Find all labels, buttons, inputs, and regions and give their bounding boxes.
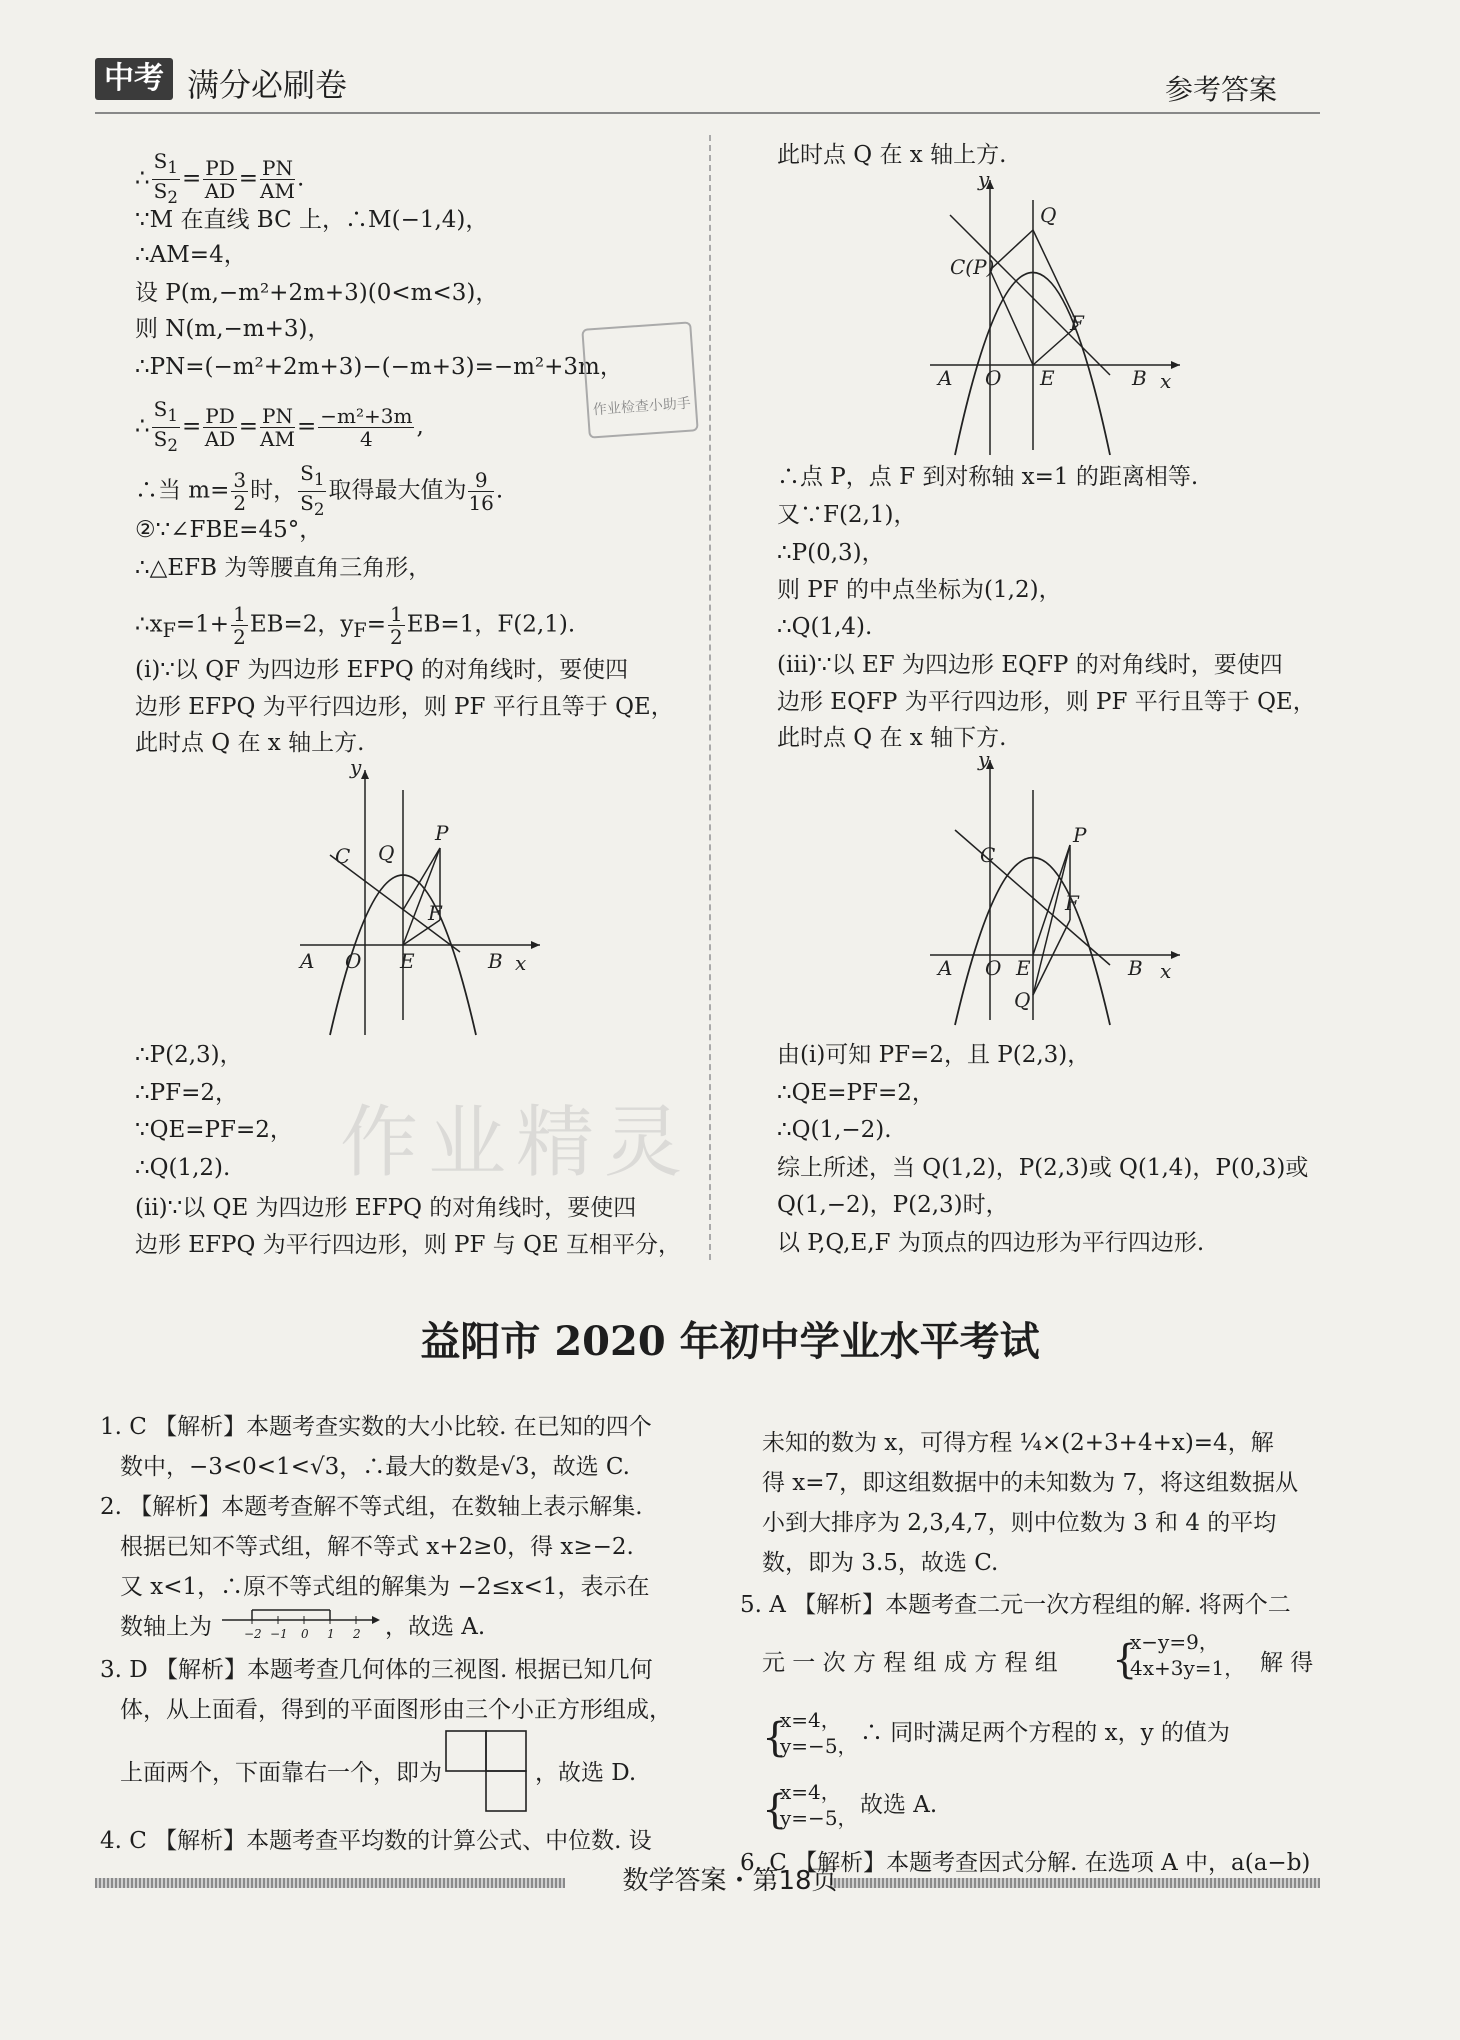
text-line: 又∵F(2,1)， bbox=[777, 502, 917, 528]
svg-text:P: P bbox=[435, 821, 449, 845]
answer-line: ，故选 A. bbox=[385, 1614, 486, 1640]
answer-line: 上面两个，下面靠右一个，即为 bbox=[120, 1760, 442, 1786]
text-line: ∴PF=2， bbox=[135, 1080, 238, 1106]
svg-text:A: A bbox=[938, 366, 953, 390]
text-line: 则 N(m,−m+3)， bbox=[135, 316, 331, 342]
svg-text:Q: Q bbox=[1014, 988, 1031, 1012]
answer-line: 小到大排序为 2,3,4,7，则中位数为 3 和 4 的平均 bbox=[762, 1510, 1277, 1536]
answer-line: 数，即为 3.5，故选 C. bbox=[762, 1550, 999, 1576]
equation: x−y=9， bbox=[1130, 1630, 1219, 1654]
equation: y=−5， bbox=[780, 1734, 858, 1758]
svg-text:x: x bbox=[515, 951, 527, 975]
text-line: 此时点 Q 在 x 轴上方. bbox=[777, 142, 1007, 168]
svg-text:F: F bbox=[1070, 311, 1084, 335]
text-line: Q(1,−2)，P(2,3)时， bbox=[777, 1192, 1009, 1218]
text-line: 综上所述，当 Q(1,2)，P(2,3)或 Q(1,4)，P(0,3)或 bbox=[777, 1155, 1309, 1181]
svg-text:−2: −2 bbox=[244, 1627, 262, 1641]
svg-text:P: P bbox=[1073, 823, 1087, 847]
column-divider bbox=[709, 135, 711, 1260]
answer-line: 数轴上为 bbox=[120, 1614, 212, 1640]
text-line: ∴点 P，点 F 到对称轴 x=1 的距离相等. bbox=[777, 464, 1199, 490]
three-view-figure bbox=[445, 1730, 535, 1814]
equation: y=−5， bbox=[780, 1806, 858, 1830]
text-line: ∴Q(1,−2). bbox=[777, 1117, 892, 1143]
answer-line: 故选 A. bbox=[860, 1792, 938, 1818]
text-line: ∴P(0,3)， bbox=[777, 540, 885, 566]
equation: x=4， bbox=[780, 1780, 841, 1804]
text-line: (ⅲ)∵以 EF 为四边形 EQFP 的对角线时，要使四 bbox=[777, 652, 1283, 678]
text-line: ∴P(2,3)， bbox=[135, 1042, 243, 1068]
answer-line: 3. D 【解析】本题考查几何体的三视图. 根据已知几何 bbox=[100, 1657, 653, 1683]
text-line: ②∵∠FBE=45°， bbox=[135, 517, 323, 543]
text-line: ∴△EFB 为等腰直角三角形， bbox=[135, 555, 432, 581]
text-line: 由(ⅰ)可知 PF=2，且 P(2,3)， bbox=[777, 1042, 1091, 1068]
ratio-line-1: ∴ $\frac{S_1}{S_2}$ = $\frac{PD}{AD}$ = $\frac{PN}{AM}$ . bbox=[135, 149, 305, 207]
book-title: 满分必刷卷 bbox=[187, 66, 348, 104]
svg-text:Q: Q bbox=[378, 841, 395, 865]
text-line: 边形 EFPQ 为平行四边形，则 PF 与 QE 互相平分， bbox=[135, 1232, 682, 1258]
svg-text:1: 1 bbox=[327, 1627, 335, 1641]
graph-case-ii bbox=[910, 170, 1200, 460]
svg-text:2: 2 bbox=[353, 1627, 361, 1641]
max-value-line: ∴当 m= $\frac{3}{2}$ 时， $\frac{S_1}{S_2}$ 取得最大值为 $\frac{9}{16}$ . bbox=[135, 461, 504, 519]
svg-text:O: O bbox=[985, 366, 1002, 390]
brace: { bbox=[1112, 1637, 1138, 1683]
text-line: 边形 EFPQ 为平行四边形，则 PF 平行且等于 QE， bbox=[135, 694, 674, 720]
text-line: 边形 EQFP 为平行四边形，则 PF 平行且等于 QE， bbox=[777, 689, 1316, 715]
brace: { bbox=[762, 1715, 788, 1761]
answer-line: ，故选 D. bbox=[535, 1760, 637, 1786]
xf-line: $\therefore x_F=1+$ $\frac{1}{2}$ EB=2，$y_F=$ $\frac{1}{2}$ EB=1，F(2,1). bbox=[135, 602, 576, 649]
brand-logo: 中考 bbox=[95, 58, 173, 100]
answer-line: 5. A 【解析】本题考查二元一次方程组的解. 将两个二 bbox=[740, 1592, 1291, 1618]
answer-line: 体，从上面看，得到的平面图形由三个小正方形组成， bbox=[120, 1697, 672, 1723]
svg-text:Q: Q bbox=[1040, 203, 1057, 227]
svg-text:O: O bbox=[345, 949, 362, 973]
answer-line: 1. C 【解析】本题考查实数的大小比较. 在已知的四个 bbox=[100, 1414, 652, 1440]
text-line: ∴Q(1,2). bbox=[135, 1155, 231, 1181]
svg-text:x: x bbox=[1160, 369, 1172, 393]
answer-line: 又 x<1，∴原不等式组的解集为 −2≤x<1，表示在 bbox=[120, 1574, 650, 1600]
text-line: ∴AM=4， bbox=[135, 242, 247, 268]
svg-text:B: B bbox=[488, 949, 503, 973]
svg-text:F: F bbox=[428, 901, 442, 925]
svg-text:E: E bbox=[1016, 956, 1031, 980]
svg-text:0: 0 bbox=[301, 1627, 309, 1641]
answer-line: 2. 【解析】本题考查解不等式组，在数轴上表示解集. bbox=[100, 1494, 643, 1520]
answer-line: 元 一 次 方 程 组 成 方 程 组 bbox=[762, 1650, 1058, 1676]
text-line: ∵QE=PF=2， bbox=[135, 1117, 293, 1143]
svg-text:C(P): C(P) bbox=[950, 255, 995, 279]
text-line: ∴PN=(−m²+2m+3)−(−m+3)=−m²+3m， bbox=[135, 354, 623, 380]
svg-text:x: x bbox=[1160, 959, 1172, 983]
page-number: 数学答案・第18页 bbox=[622, 1866, 838, 1896]
svg-text:E: E bbox=[400, 949, 415, 973]
answer-line: 根据已知不等式组，解不等式 x+2≥0，得 x≥−2. bbox=[120, 1534, 634, 1560]
ratio-line-2: ∴ $\frac{S_1}{S_2}$ = $\frac{PD}{AD}$ = $\frac{PN}{AM}$ = $\frac{\text{−m²+3m}}{4}$ , bbox=[135, 397, 424, 455]
graph-case-i bbox=[290, 760, 550, 1040]
answer-line: 未知的数为 x，可得方程 ¼×(2+3+4+x)=4，解 bbox=[762, 1430, 1274, 1456]
svg-text:A: A bbox=[300, 949, 315, 973]
answer-line: ∴ 同时满足两个方程的 x，y 的值为 bbox=[860, 1720, 1230, 1746]
answer-line: 6. C 【解析】本题考查因式分解. 在选项 A 中，a(a−b) bbox=[740, 1850, 1311, 1876]
text-line: ∵M 在直线 BC 上，∴M(−1,4)， bbox=[135, 207, 489, 233]
answer-line: 解 得 bbox=[1260, 1650, 1314, 1676]
text-line: 此时点 Q 在 x 轴上方. bbox=[135, 730, 365, 756]
svg-text:y: y bbox=[978, 750, 990, 771]
text-line: (ⅱ)∵以 QE 为四边形 EFPQ 的对角线时，要使四 bbox=[135, 1195, 637, 1221]
svg-text:F: F bbox=[1065, 891, 1079, 915]
answer-line: 4. C 【解析】本题考查平均数的计算公式、中位数. 设 bbox=[100, 1828, 652, 1854]
section-label: 参考答案 bbox=[1165, 73, 1278, 106]
number-line bbox=[220, 1606, 385, 1642]
brace: { bbox=[762, 1787, 788, 1833]
svg-text:E: E bbox=[1040, 366, 1055, 390]
svg-text:C: C bbox=[980, 843, 996, 867]
equation: 4x+3y=1， bbox=[1130, 1656, 1245, 1680]
svg-text:y: y bbox=[978, 170, 990, 191]
graph-case-iii bbox=[910, 750, 1200, 1030]
svg-text:A: A bbox=[938, 956, 953, 980]
text-line: ∴Q(1,4). bbox=[777, 614, 873, 640]
text-line: ∴QE=PF=2， bbox=[777, 1080, 935, 1106]
watermark: 作业精灵 bbox=[340, 1098, 693, 1188]
answer-line: 数中，−3<0<1<√3，∴最大的数是√3，故选 C. bbox=[120, 1454, 630, 1480]
equation: x=4， bbox=[780, 1708, 841, 1732]
svg-text:B: B bbox=[1132, 366, 1147, 390]
svg-text:O: O bbox=[985, 956, 1002, 980]
answer-line: 得 x=7，即这组数据中的未知数为 7，将这组数据从 bbox=[762, 1470, 1299, 1496]
svg-text:B: B bbox=[1128, 956, 1143, 980]
svg-text:−1: −1 bbox=[270, 1627, 288, 1641]
text-line: 设 P(m,−m²+2m+3)(0<m<3)， bbox=[135, 280, 499, 306]
svg-text:y: y bbox=[350, 760, 362, 779]
text-line: 此时点 Q 在 x 轴下方. bbox=[777, 725, 1007, 751]
text-line: (ⅰ)∵以 QF 为四边形 EFPQ 的对角线时，要使四 bbox=[135, 657, 629, 683]
stamp: 作业检查小助手 bbox=[581, 321, 698, 438]
svg-text:C: C bbox=[335, 844, 351, 868]
section-title: 益阳市 2020 年初中学业水平考试 bbox=[420, 1318, 1040, 1365]
text-line: 则 PF 的中点坐标为(1,2)， bbox=[777, 577, 1062, 603]
text-line: 以 P,Q,E,F 为顶点的四边形为平行四边形. bbox=[777, 1230, 1205, 1256]
header-divider bbox=[95, 112, 1320, 114]
